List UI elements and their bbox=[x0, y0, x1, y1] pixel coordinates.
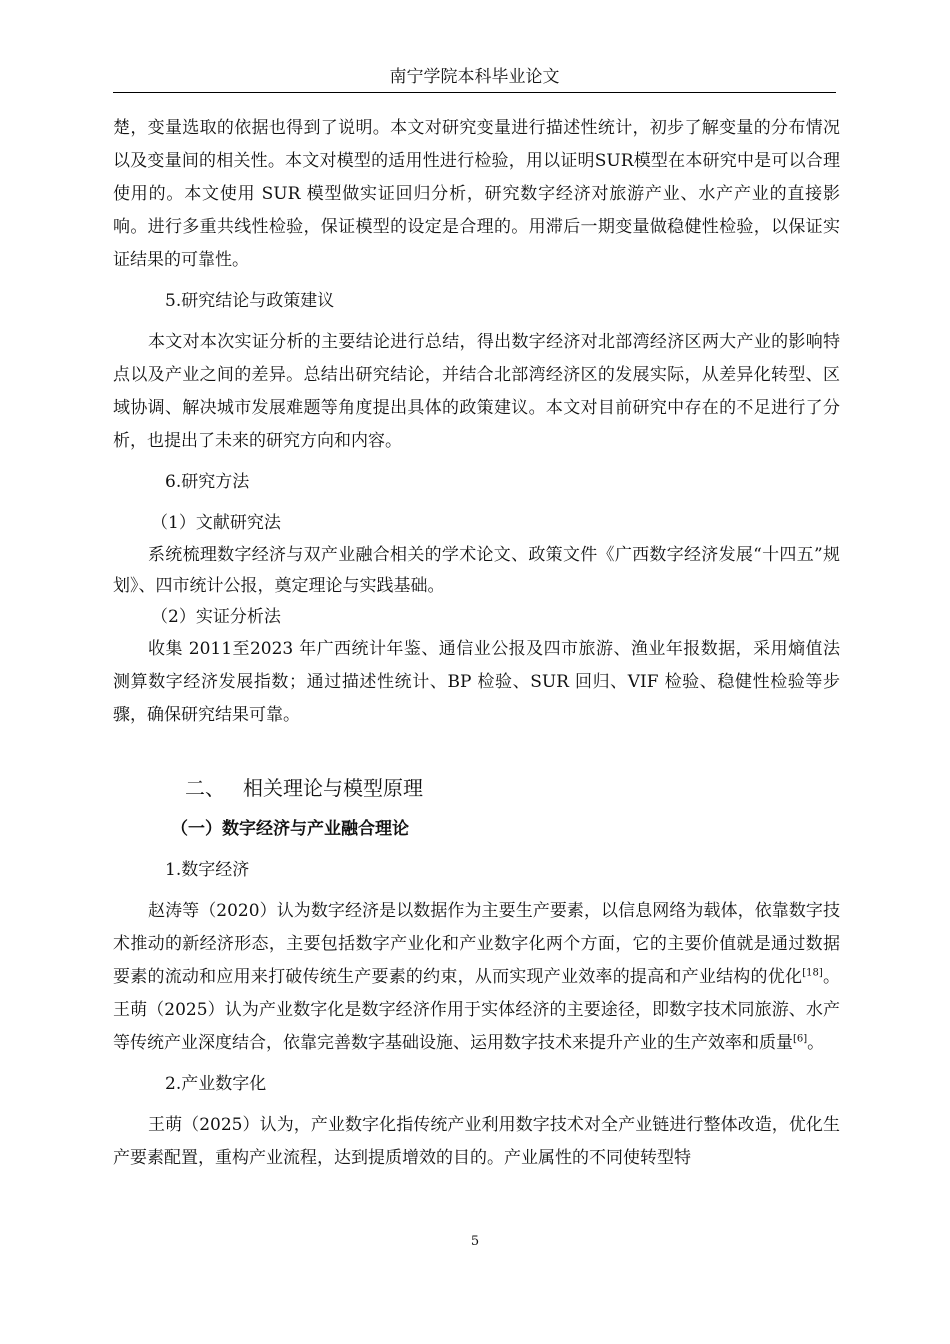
citation-6: [6] bbox=[793, 1033, 808, 1045]
paragraph-literature-method: 系统梳理数字经济与双产业融合相关的学术论文、政策文件《广西数字经济发展“十四五”规划》、四市统计公报，奠定理论与实践基础。 bbox=[113, 545, 840, 596]
paragraph-empirical-method: 收集 2011至2023 年广西统计年鉴、通信业公报及四市旅游、渔业年报数据，采用熵值法测算数字经济发展指数；通过描述性统计、BP 检验、SUR 回归、VIF 检验、稳健性检验等步骤，确保研究结果可靠。 bbox=[113, 639, 840, 725]
subsection-industrial-digitalization-title: 2.产业数字化 bbox=[165, 1074, 267, 1094]
header-title: 南宁学院本科毕业论文 bbox=[389, 67, 560, 87]
paragraph-digital-economy bbox=[113, 895, 840, 1060]
page-number: 5 bbox=[470, 1234, 480, 1249]
paragraph-conclusions: 本文对本次实证分析的主要结论进行总结，得出数字经济对北部湾经济区两大产业的影响特点以及产业之间的差异。总结出研究结论，并结合北部湾经济区的发展实际，从差异化转型、区域协调、解决城市发展难题等角度提出具体的政策建议。本文对目前研究中存在的不足进行了分析，也提出了未来的研究方向和内容。 bbox=[113, 332, 840, 451]
subsection-digital-economy-title: 1.数字经济 bbox=[165, 860, 250, 880]
section-5-title: 5.研究结论与政策建议 bbox=[165, 291, 335, 311]
method-1-title: （1）文献研究法 bbox=[151, 513, 281, 533]
chapter-2-title: 相关理论与模型原理 bbox=[243, 776, 423, 800]
citation-18: [18] bbox=[802, 967, 823, 979]
paragraph-digital-economy-part-c: 。 bbox=[807, 1033, 825, 1053]
page-body bbox=[113, 112, 840, 1175]
paragraph-methods-continued: 楚，变量选取的依据也得到了说明。本文对研究变量进行描述性统计，初步了解变量的分布情况以及变量间的相关性。本文对模型的适用性进行检验，用以证明SUR模型在本研究中是可以合理使用的。本文使用 SUR 模型做实证回归分析，研究数字经济对旅游产业、水产产业的直接影响。进行多重共线性检验，保证模型的设定是合理的。用滞后一期变量做稳健性检验，以保证实证结果的可靠性。 bbox=[113, 118, 840, 270]
paragraph-digital-economy-part-b: 。王萌（2025）认为产业数字化是数字经济作用于实体经济的主要途径，即数字技术同旅游、水产等传统产业深度结合，依靠完善数字基础设施、运用数字技术来提升产业的生产效率和质量 bbox=[113, 967, 841, 1053]
section-2-1-heading: （一）数字经济与产业融合理论 bbox=[171, 819, 409, 839]
chapter-2-number: 二、 bbox=[185, 776, 225, 800]
paragraph-industrial-digitalization: 王萌（2025）认为，产业数字化指传统产业利用数字技术对全产业链进行整体改造，优化生产要素配置，重构产业流程，达到提质增效的目的。产业属性的不同使转型特 bbox=[113, 1115, 840, 1168]
paragraph-digital-economy-part-a: 赵涛等（2020）认为数字经济是以数据作为主要生产要素，以信息网络为载体，依靠数字技术推动的新经济形态，主要包括数字产业化和产业数字化两个方面，它的主要价值就是通过数据要素的流动和应用来打破传统生产要素的约束，从而实现产业效率的提高和产业结构的优化 bbox=[113, 901, 840, 987]
section-6-title: 6.研究方法 bbox=[165, 472, 250, 492]
chapter-2-heading bbox=[113, 768, 840, 808]
page-header bbox=[113, 62, 836, 93]
method-2-title: （2）实证分析法 bbox=[151, 607, 281, 627]
